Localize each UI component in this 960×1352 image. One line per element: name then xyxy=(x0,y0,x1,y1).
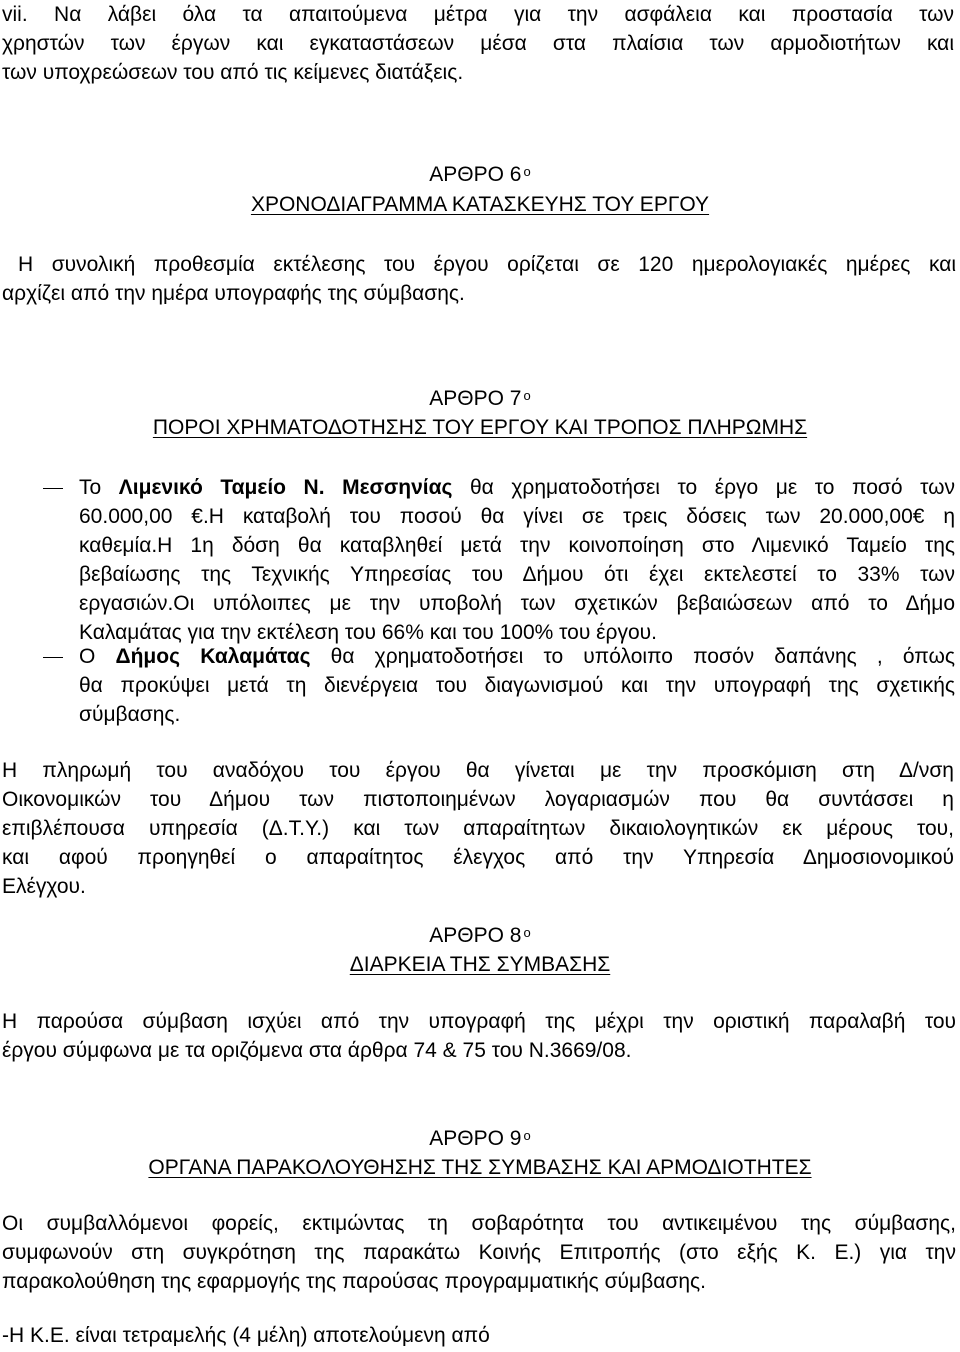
bullet-1-line-3: καθεμία.Η 1η δόση θα καταβληθεί μετά την κοινοποίηση στο Λιμενικό Ταμείο της xyxy=(79,534,955,557)
payment-line-1: Η πληρωμή του αναδόχου του έργου θα γίνεται με την προσκόμιση στη Δ/νση xyxy=(2,759,954,782)
art9-title: ΟΡΓΑΝΑ ΠΑΡΑΚΟΛΟΥΘΗΣΗΣ ΤΗΣ ΣΥΜΒΑΣΗΣ ΚΑΙ ΑΡΜΟΔΙΟΤΗΤΕΣ xyxy=(148,1156,812,1179)
art8-paragraph xyxy=(2,1007,956,1065)
art7-bullet-2 xyxy=(79,642,955,729)
bullet-dash-2 xyxy=(43,657,63,658)
payment-line-4: και αφού προηγηθεί ο απαραίτητος έλεγχος από την Υπηρεσία Δημοσιονομικού xyxy=(2,846,954,869)
art9-line-3: παρακολούθηση της εφαρμογής της παρούσας προγραμματικής σύμβασης. xyxy=(2,1270,706,1293)
art6-line-2: αρχίζει από την ημέρα υπογραφής της σύμβασης. xyxy=(2,282,465,305)
bullet-1-line-6: Καλαμάτας για την εκτέλεση του 66% και του 100% του έργου. xyxy=(79,621,657,644)
intro-paragraph xyxy=(2,0,954,87)
payment-line-2: Οικονομικών του Δήμου των πιστοποιημένων λογαριασμών που θα συντάσσει η xyxy=(2,788,954,811)
art9-paragraph xyxy=(2,1209,956,1296)
intro-line-1: vii. Να λάβει όλα τα απαιτούμενα μέτρα για την ασφάλεια και προστασία των xyxy=(2,3,954,26)
payment-line-3: επιβλέπουσα υπηρεσία (Δ.Τ.Υ.) και των απαραίτητων δικαιολογητικών εκ μέρους του, xyxy=(2,817,954,840)
bullet-1-bold: Λιμενικό Ταμείο Ν. Μεσσηνίας xyxy=(118,476,453,499)
art8-line-2: έργου σύμφωνα με τα οριζόμενα στα άρθρα 74 & 75 του Ν.3669/08. xyxy=(2,1039,632,1062)
bullet-dash-1 xyxy=(43,488,63,489)
payment-line-5: Ελέγχου. xyxy=(2,875,86,898)
art9-heading: ΑΡΘΡΟ 9 $^o$ xyxy=(429,1127,531,1150)
bullet-1-line-1: Το Λιμενικό Ταμείο Ν. Μεσσηνίας θα χρηματοδοτήσει το έργο με το ποσό των xyxy=(79,476,955,499)
art8-title: ΔΙΑΡΚΕΙΑ ΤΗΣ ΣΥΜΒΑΣΗΣ xyxy=(349,953,611,976)
art7-bullet-1 xyxy=(79,473,955,647)
art7-heading: ΑΡΘΡΟ 7 $^o$ xyxy=(429,387,531,410)
art6-title: ΧΡΟΝΟΔΙΑΓΡΑΜΜΑ ΚΑΤΑΣΚΕΥΗΣ ΤΟΥ ΕΡΓΟΥ xyxy=(250,193,710,216)
bullet-2-line-2: θα προκύψει μετά τη διενέργεια του διαγωνισμού και την υπογραφή της σχετικής xyxy=(79,674,955,697)
bullet-1-line-4: βεβαίωσης της Τεχνικής Υπηρεσίας του Δήμου ότι έχει εκτελεστεί το 33% των xyxy=(79,563,955,586)
art6-paragraph xyxy=(2,250,956,308)
bullet-1-line-5: εργασιών.Οι υπόλοιπες με την υποβολή των σχετικών βεβαιώσεων από το Δήμο xyxy=(79,592,955,615)
bullet-2-bold: Δήμος Καλαμάτας xyxy=(115,645,311,668)
intro-line-2: χρηστών των έργων και εγκαταστάσεων μέσα στα πλαίσια των αρμοδιοτήτων και xyxy=(2,32,954,55)
art7-title: ΠΟΡΟΙ ΧΡΗΜΑΤΟΔΟΤΗΣΗΣ ΤΟΥ ΕΡΓΟΥ ΚΑΙ ΤΡΟΠΟΣ ΠΛΗΡΩΜΗΣ xyxy=(152,416,808,439)
art9-last-line: -Η Κ.Ε. είναι τετραμελής (4 μέλη) αποτελούμενη από xyxy=(2,1324,490,1347)
art9-line-2: συμφωνούν στη συγκρότηση της παρακάτω Κοινής Επιτροπής (στο εξής Κ. Ε.) για την xyxy=(2,1241,956,1264)
art9-line-1: Οι συμβαλλόμενοι φορείς, εκτιμώντας τη σοβαρότητα του αντικειμένου της σύμβασης, xyxy=(2,1212,956,1235)
bullet-2-line-3: σύμβασης. xyxy=(79,703,181,726)
art8-line-1: Η παρούσα σύμβαση ισχύει από την υπογραφή της μέχρι την οριστική παραλαβή του xyxy=(2,1010,956,1033)
bullet-2-line-1: Ο Δήμος Καλαμάτας θα χρηματοδοτήσει το υπόλοιπο ποσόν δαπάνης , όπως xyxy=(79,645,956,668)
art6-line-1: Η συνολική προθεσμία εκτέλεσης του έργου ορίζεται σε 120 ημερολογιακές ημέρες και xyxy=(18,253,956,276)
intro-line-3: των υποχρεώσεων του από τις κείμενες διατάξεις. xyxy=(2,61,464,84)
art6-heading: ΑΡΘΡΟ 6 $^o$ xyxy=(429,163,531,186)
bullet-1-line-2: 60.000,00 €.Η καταβολή του ποσού θα γίνει σε τρεις δόσεις των 20.000,00€ η xyxy=(79,505,955,528)
art8-heading: ΑΡΘΡΟ 8 $^o$ xyxy=(429,924,531,947)
art7-payment-paragraph xyxy=(2,756,954,901)
